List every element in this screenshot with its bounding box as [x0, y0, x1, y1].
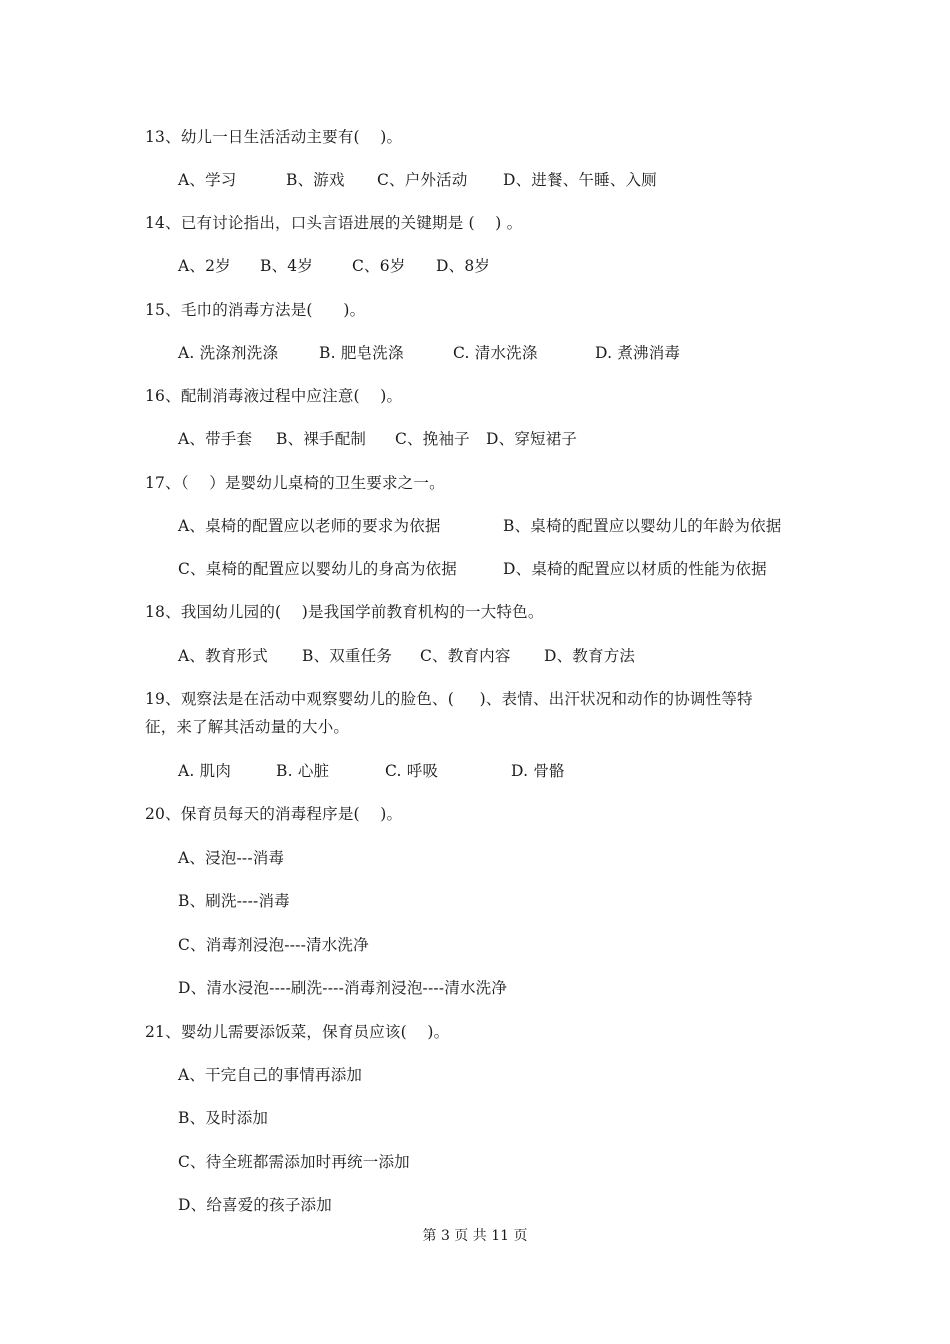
- question-15-option-c: C. 清水洗涤: [453, 344, 538, 362]
- question-15-stem: 15、毛巾的消毒方法是( )。: [145, 301, 366, 319]
- question-19-option-b: B. 心脏: [276, 762, 330, 780]
- question-21-stem: 21、婴幼儿需要添饭菜，保育员应该( )。: [145, 1023, 450, 1041]
- question-20-option-b: B、刷洗----消毒: [178, 892, 290, 910]
- question-18-option-a: A、教育形式: [178, 647, 268, 665]
- question-18-option-d: D、教育方法: [544, 647, 636, 665]
- question-16-stem: 16、配制消毒液过程中应注意( )。: [145, 387, 403, 405]
- question-14-stem: 14、已有讨论指出，口头言语进展的关键期是 ( ) 。: [145, 214, 523, 232]
- question-21-option-d: D、给喜爱的孩子添加: [178, 1196, 332, 1214]
- question-14-option-a: A、2岁: [178, 257, 231, 275]
- page-number-footer: 第 3 页 共 11 页: [422, 1228, 528, 1244]
- question-13-stem: 13、幼儿一日生活活动主要有( )。: [145, 128, 403, 146]
- question-17-option-b: B、桌椅的配置应以婴幼儿的年龄为依据: [503, 517, 782, 535]
- question-15-option-d: D. 煮沸消毒: [595, 344, 681, 362]
- question-17-option-d: D、桌椅的配置应以材质的性能为依据: [503, 560, 767, 578]
- question-16-option-b: B、裸手配制: [276, 430, 367, 448]
- question-17-stem: 17、（ ）是婴幼儿桌椅的卫生要求之一。: [145, 474, 445, 492]
- question-20-stem: 20、保育员每天的消毒程序是( )。: [145, 805, 403, 823]
- question-20-option-d: D、清水浸泡----刷洗----消毒剂浸泡----清水洗净: [178, 979, 508, 997]
- question-13-option-b: B、游戏: [286, 171, 345, 189]
- question-19-option-d: D. 骨骼: [511, 762, 565, 780]
- question-21-option-b: B、及时添加: [178, 1109, 269, 1127]
- question-20-option-a: A、浸泡---消毒: [178, 849, 285, 867]
- question-16-option-a: A、带手套: [178, 430, 253, 448]
- question-14-option-d: D、8岁: [436, 257, 491, 275]
- question-17-option-a: A、桌椅的配置应以老师的要求为依据: [178, 517, 441, 535]
- question-16-option-d: D、穿短裙子: [486, 430, 578, 448]
- question-15-option-a: A. 洗涤剂洗涤: [178, 344, 279, 362]
- question-13-option-a: A、学习: [178, 171, 237, 189]
- question-16-option-c: C、挽袖子: [395, 430, 470, 448]
- question-19-stem-line-2: 征，来了解其活动量的大小。: [145, 718, 350, 736]
- question-19-stem-line-1: 19、观察法是在活动中观察婴幼儿的脸色、( )、表情、出汗状况和动作的协调性等特: [145, 690, 753, 708]
- question-13-option-c: C、户外活动: [377, 171, 468, 189]
- question-18-stem: 18、我国幼儿园的( )是我国学前教育机构的一大特色。: [145, 603, 544, 621]
- question-21-option-c: C、待全班都需添加时再统一添加: [178, 1153, 410, 1171]
- question-19-option-c: C. 呼吸: [385, 762, 439, 780]
- question-20-option-c: C、消毒剂浸泡----清水洗净: [178, 936, 369, 954]
- question-18-option-b: B、双重任务: [302, 647, 393, 665]
- question-14-option-b: B、4岁: [260, 257, 314, 275]
- question-13-option-d: D、进餐、午睡、入厕: [503, 171, 657, 189]
- question-14-option-c: C、6岁: [352, 257, 406, 275]
- question-19-option-a: A. 肌肉: [178, 762, 232, 780]
- question-17-option-c: C、桌椅的配置应以婴幼儿的身高为依据: [178, 560, 457, 578]
- question-21-option-a: A、干完自己的事情再添加: [178, 1066, 363, 1084]
- question-15-option-b: B. 肥皂洗涤: [319, 344, 404, 362]
- question-18-option-c: C、教育内容: [420, 647, 511, 665]
